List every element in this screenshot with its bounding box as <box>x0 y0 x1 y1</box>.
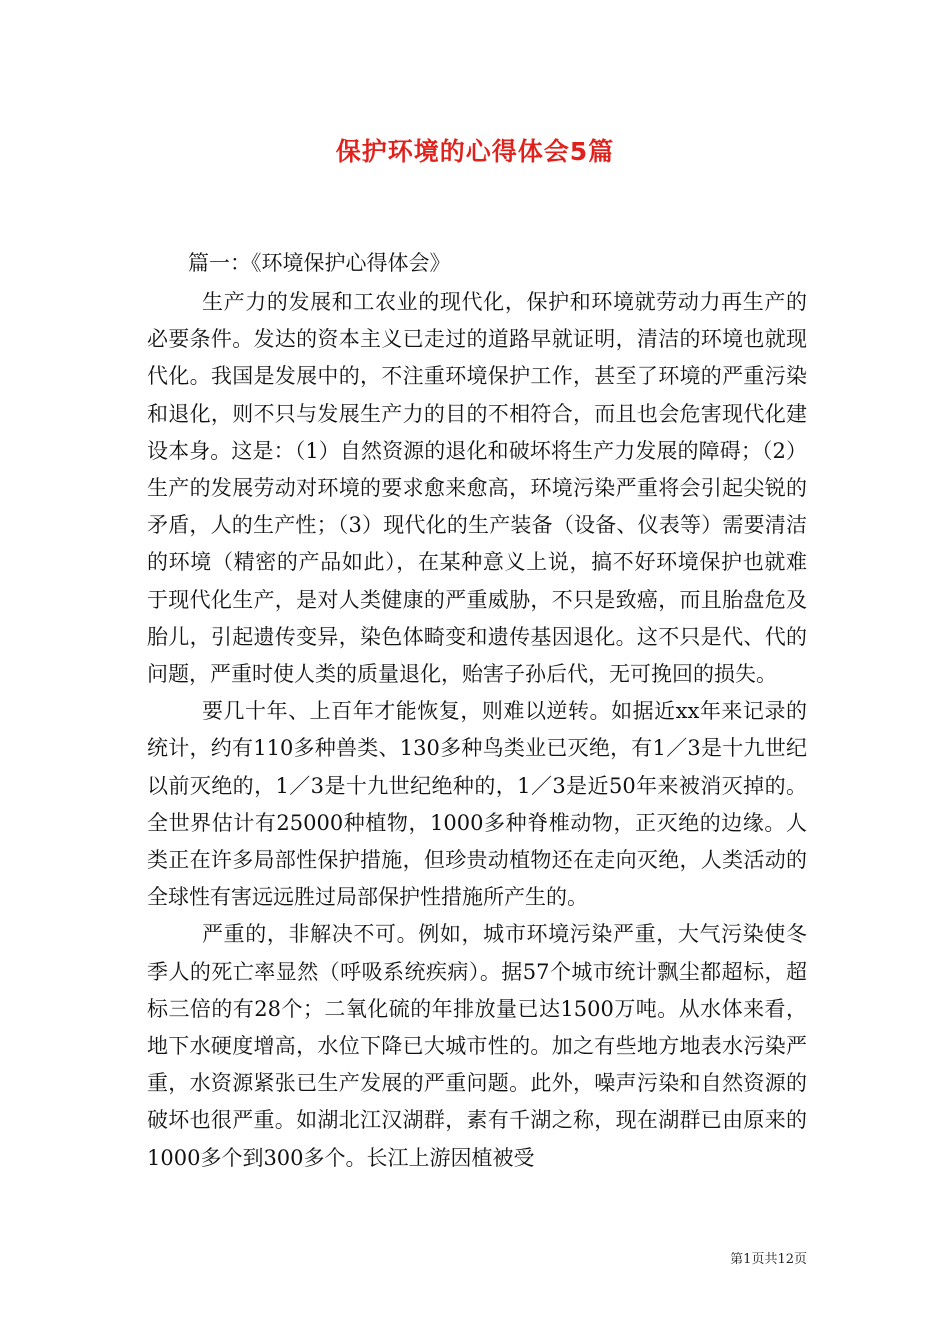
paragraph: 生产力的发展和工农业的现代化，保护和环境就劳动力再生产的必要条件。发达的资本主义已走过的道路早就证明，清洁的环境也就现代化。我国是发展中的，不注重环境保护工作，甚至了环境的严重污染和退化，则不只与发展生产力的目的不相符合，而且也会危害现代化建设本身。这是：（1）自然资源的退化和破坏将生产力发展的障碍；（2）生产的发展劳动对环境的要求愈来愈高，环境污染严重将会引起尖锐的矛盾，人的生产性；（3）现代化的生产装备（设备、仪表等）需要清洁的环境（精密的产品如此），在某种意义上说，搞不好环境保护也就难于现代化生产，是对人类健康的严重威胁，不只是致癌，而且胎盘危及胎儿，引起遗传变异，染色体畸变和遗传基因退化。这不只是代、代的问题，严重时使人类的质量退化，贻害子孙后代，无可挽回的损失。 <box>147 290 807 687</box>
document-body <box>147 284 807 1177</box>
paragraph: 严重的，非解决不可。例如，城市环境污染严重，大气污染使冬季人的死亡率显然（呼吸系统疾病）。据57个城市统计飘尘都超标，超标三倍的有28个；二氧化硫的年排放量已达1500万吨。从水体来看，地下水硬度增高，水位下降已大城市性的。加之有些地方地表水污染严重，水资源紧张已生产发展的严重问题。此外，噪声污染和自然资源的破坏也很严重。如湖北江汉湖群，素有千湖之称，现在湖群已由原来的1000多个到300多个。长江上游因植被受 <box>147 922 807 1170</box>
paragraph: 要几十年、上百年才能恢复，则难以逆转。如据近xx年来记录的统计，约有110多种兽类、130多种鸟类业已灭绝，有1／3是十九世纪以前灭绝的，1／3是十九世纪绝种的，1／3是近50年来被消灭掉的。全世界估计有25000种植物，1000多种脊椎动物，正灭绝的边缘。人类正在许多局部性保护措施，但珍贵动植物还在走向灭绝，人类活动的全球性有害远远胜过局部保护性措施所产生的。 <box>147 699 807 910</box>
section-heading: 篇一：《环境保护心得体会》 <box>188 251 451 275</box>
document-title: 保护环境的心得体会5篇 <box>335 137 615 166</box>
page-number: 第1页共12页 <box>730 1252 807 1267</box>
